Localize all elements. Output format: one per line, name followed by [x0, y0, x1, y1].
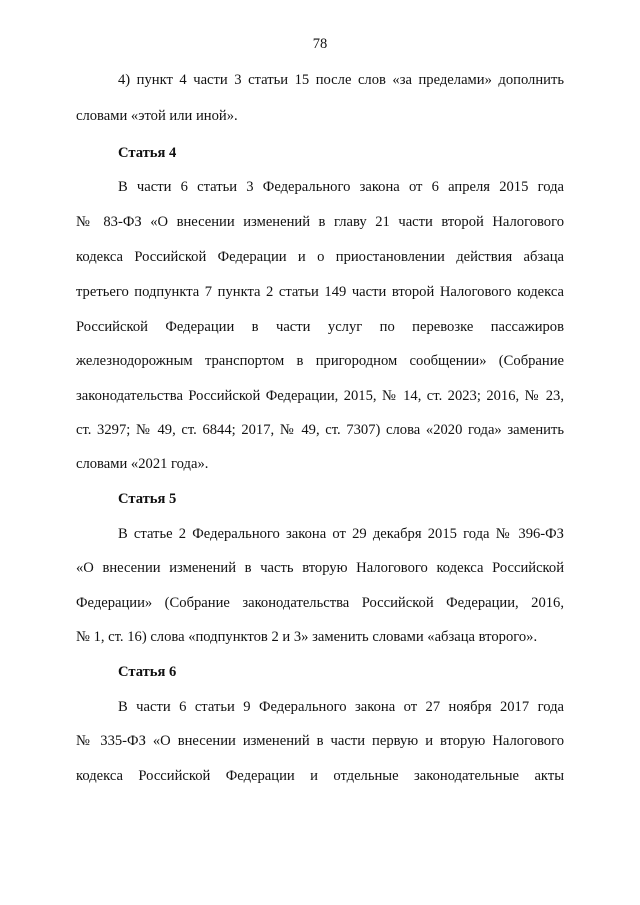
text-line: кодекса Российской Федерации и о приостановлении действия абзаца [76, 249, 564, 265]
text-line: № 1, ст. 16) слова «подпунктов 2 и 3» заменить словами «абзаца второго». [76, 629, 538, 645]
text-line: В части 6 статьи 9 Федерального закона от 27 ноября 2017 года [118, 699, 564, 715]
text-line: № 335-ФЗ «О внесении изменений в части первую и вторую Налогового [76, 733, 564, 749]
text-line: Российской Федерации в части услуг по перевозке пассажиров [76, 319, 564, 335]
text-line: Федерации» (Собрание законодательства Российской Федерации, 2016, [76, 595, 564, 611]
article4-heading: Статья 4 [118, 145, 177, 161]
text-line: В части 6 статьи 3 Федерального закона от 6 апреля 2015 года [118, 179, 564, 195]
text-line: железнодорожным транспортом в пригородном сообщении» (Собрание [76, 353, 564, 369]
text-line: третьего подпункта 7 пункта 2 статьи 149 части второй Налогового кодекса [76, 284, 564, 300]
text-line: «О внесении изменений в часть вторую Налогового кодекса Российской [76, 560, 564, 576]
text-line: В статье 2 Федерального закона от 29 декабря 2015 года № 396-ФЗ [118, 526, 564, 542]
page-number: 78 [312, 36, 328, 52]
article6-heading: Статья 6 [118, 664, 177, 680]
article5-heading: Статья 5 [118, 491, 177, 507]
text-line: ст. 3297; № 49, ст. 6844; 2017, № 49, ст. 7307) слова «2020 года» заменить [76, 422, 564, 438]
text-line: № 83-ФЗ «О внесении изменений в главу 21 части второй Налогового [76, 214, 564, 230]
text-line: словами «этой или иной». [76, 108, 238, 124]
text-line: кодекса Российской Федерации и отдельные законодательные акты [76, 768, 564, 784]
text-line: словами «2021 года». [76, 456, 209, 472]
text-line: законодательства Российской Федерации, 2015, № 14, ст. 2023; 2016, № 23, [76, 388, 564, 404]
text-line: 4) пункт 4 части 3 статьи 15 после слов «за пределами» дополнить [118, 72, 564, 88]
